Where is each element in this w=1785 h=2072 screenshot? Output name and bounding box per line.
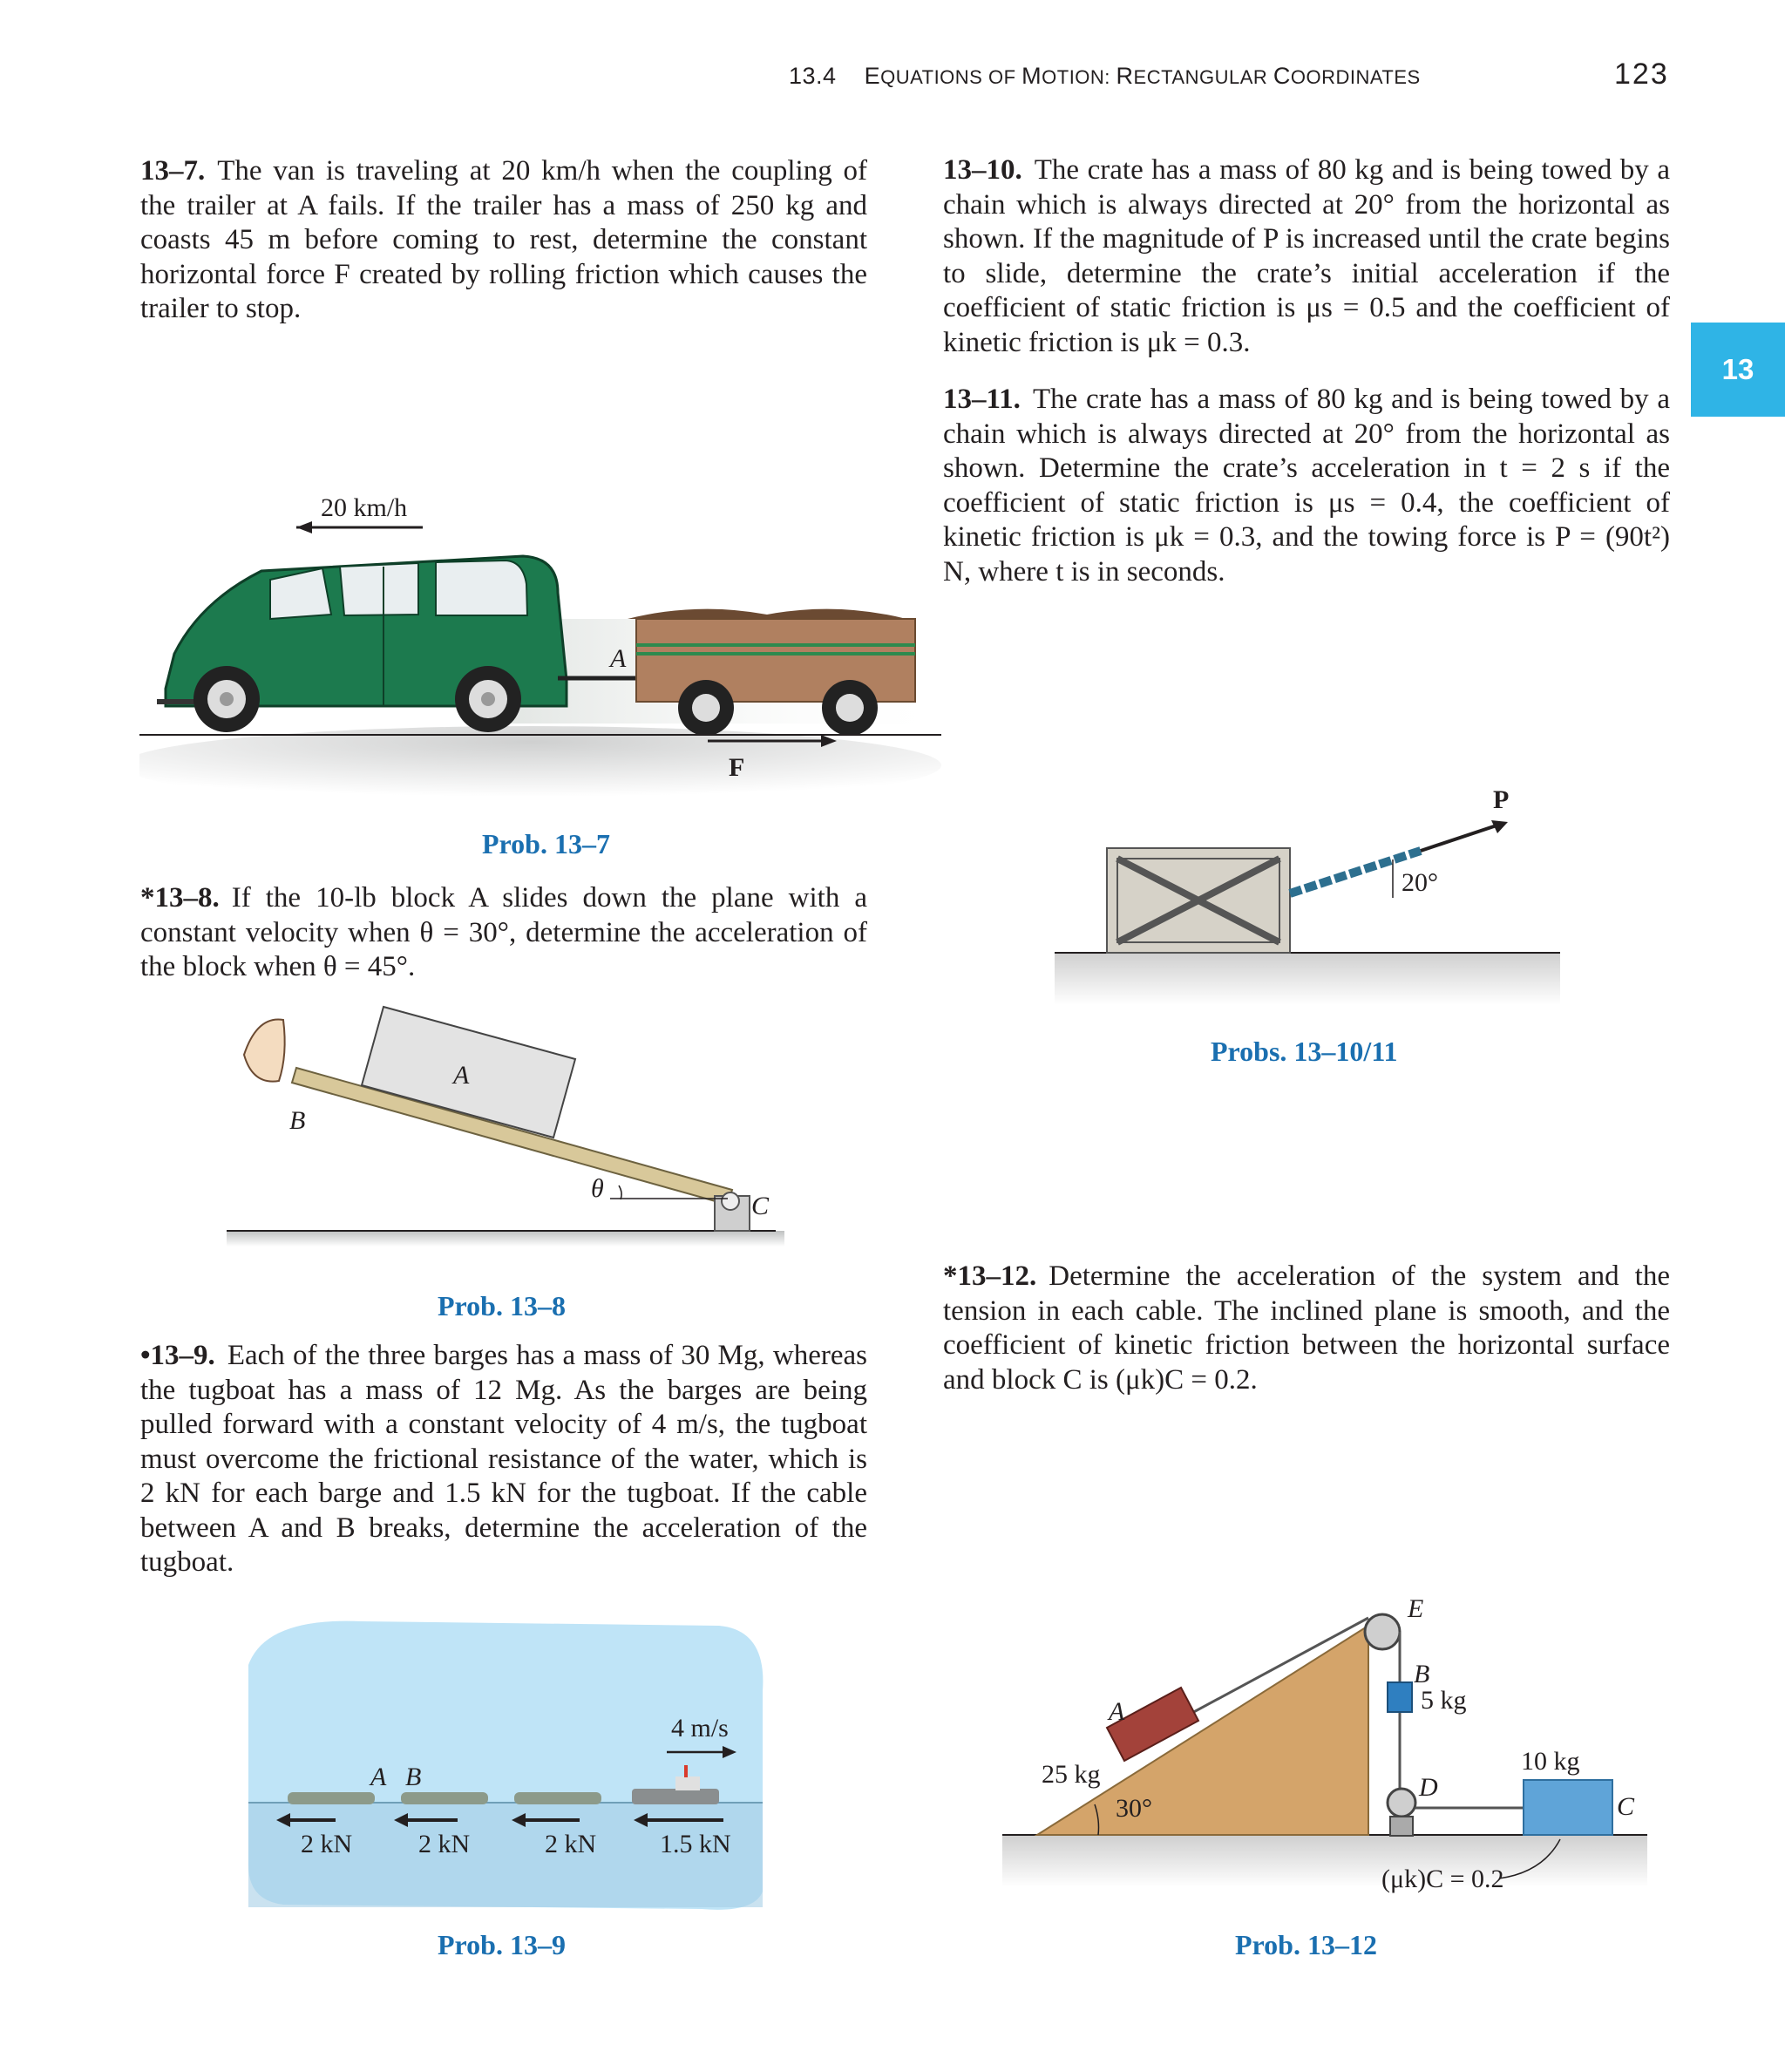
cable-b-label: B [405,1763,422,1791]
problem-text: The van is traveling at 20 km/h when the coupling of the trailer at A fails. If the trailer has a mass of 250 kg and coasts 45 m before coming to rest, determine the constant horizontal force F created by rolling friction which causes the trailer to stop. [140,155,867,324]
chapter-tab: 13 [1691,323,1785,417]
mass-a-label: 25 kg [1042,1760,1101,1789]
angle-label: 30° [1116,1794,1152,1823]
block-b-label: B [1414,1660,1430,1688]
problem-text: If the 10-lb block A slides down the plane with a constant velocity when θ = 30°, determine the acceleration of the block when θ = 45°. [140,882,867,982]
hinge-b-label: B [289,1106,306,1135]
figure-van-trailer [139,488,959,802]
force-f-label: F [729,753,745,782]
problem-13-9: •13–9. Each of the three barges has a mass of 30 Mg, whereas the tugboat has a mass of 12 Mg. As the barges are being pulled forward with a constant velocity of 4 m/s, the tugboat must overcome the frictional resistance of the water, which is 2 kN for each barge and 1.5 kN for the tugboat. If the cable between A and B breaks, determine the acceleration of the tugboat. [140,1340,867,1578]
problem-text: The crate has a mass of 80 kg and is being towed by a chain which is always directed at 20° from the horizontal as shown. Determine the crate’s acceleration in t = 2 s if the coefficient of static friction is μs = 0.4, the coefficient of kinetic friction is μk = 0.3, and the towing force is P = (90t²) N, where t is in seconds. [943,384,1670,588]
pin-c-label: C [751,1192,770,1220]
problem-text: Determine the acceleration of the system and the tension in each cable. The inclined plane is smooth, and the coefficient of kinetic friction between the horizontal surface and block C is (μk)C = 0.2. [943,1260,1670,1396]
section-number: 13.4 [789,63,837,89]
mass-b-label: 5 kg [1421,1686,1467,1715]
problem-text: Each of the three barges has a mass of 30 Mg, whereas the tugboat has a mass of 12 Mg. As the barges are being pulled forward with a constant velocity of 4 m/s, the tugboat must overcome the frictional resistance of the water, which is 2 kN for each barge and 1.5 kN for the tugboat. If the cable between A and B breaks, determine the acceleration of the tugboat. [140,1340,867,1578]
caption-13-8: Prob. 13–8 [438,1290,566,1321]
problem-13-10: 13–10. The crate has a mass of 80 kg and is being towed by a chain which is always directed at 20° from the horizontal as shown. If the magnitude of P is increased until the crate begins to slide, determine the crate’s initial acceleration if the coefficient of static friction is μs = 0.5 and the coefficient of kinetic friction is μk = 0.3. [943,154,1670,358]
problem-13-11: 13–11. The crate has a mass of 80 kg and is being towed by a chain which is always directed at 20° from the horizontal as shown. Determine the crate’s acceleration in t = 2 s if the coefficient of static friction is μs = 0.4, the coefficient of kinetic friction is μk = 0.3, and the towing force is P = (90t²) N, where t is in seconds. [943,384,1670,588]
block-a-label: A [1109,1697,1125,1726]
cable-a-label: A [370,1763,387,1791]
page-number: 123 [1614,58,1669,91]
figure-barges-tugboat [231,1613,771,1918]
figure-incline-pulley [1002,1586,1665,1909]
speed-label: 4 m/s [671,1714,729,1743]
problem-text: The crate has a mass of 80 kg and is being towed by a chain which is always directed at 20° from the horizontal as shown. If the magnitude of P is increased until the crate begins to slide, determine the crate’s initial acceleration if the coefficient of static friction is μs = 0.5 and the coefficient of kinetic friction is μk = 0.3. [943,154,1670,358]
caption-13-12: Prob. 13–12 [1235,1929,1377,1960]
block-c-label: C [1617,1792,1635,1821]
friction-label: (μk)C = 0.2 [1381,1865,1504,1893]
angle-label: 20° [1402,868,1438,897]
figure-crate-chain [1046,785,1569,1011]
figure-inclined-board [218,1002,793,1247]
point-a-label: A [610,644,627,673]
problem-13-7: 13–7. The van is traveling at 20 km/h when the coupling of the trailer at A fails. If the trailer has a mass of 250 kg and coasts 45 m before coming to rest, determine the constant horizontal force F created by rolling friction which causes the trailer to stop. [140,155,867,324]
caption-13-10-11: Probs. 13–10/11 [1211,1036,1398,1067]
force-label: 2 kN [545,1830,597,1858]
block-a-label: A [453,1061,470,1090]
speed-label: 20 km/h [321,493,408,522]
force-label: 2 kN [418,1830,471,1858]
caption-13-7: Prob. 13–7 [482,828,610,859]
problem-13-8: *13–8. If the 10-lb block A slides down the plane with a constant velocity when θ = 30°, determine the acceleration of the block when θ = 45°. [140,882,867,982]
mass-c-label: 10 kg [1521,1747,1580,1776]
pulley-d-label: D [1419,1773,1438,1802]
pulley-e-label: E [1408,1594,1424,1623]
force-label: 2 kN [301,1830,353,1858]
problem-13-12: *13–12. Determine the acceleration of the system and the tension in each cable. The inclined plane is smooth, and the coefficient of kinetic friction between the horizontal surface and block C is (μk)C = 0.2. [943,1260,1670,1396]
running-header: 13.4 EQUATIONS OF MOTION: RECTANGULAR COORDINATES [789,63,1421,89]
angle-theta-label: θ [591,1174,604,1203]
caption-13-9: Prob. 13–9 [438,1929,566,1960]
force-p-label: P [1493,785,1510,814]
force-label: 1.5 kN [660,1830,731,1858]
